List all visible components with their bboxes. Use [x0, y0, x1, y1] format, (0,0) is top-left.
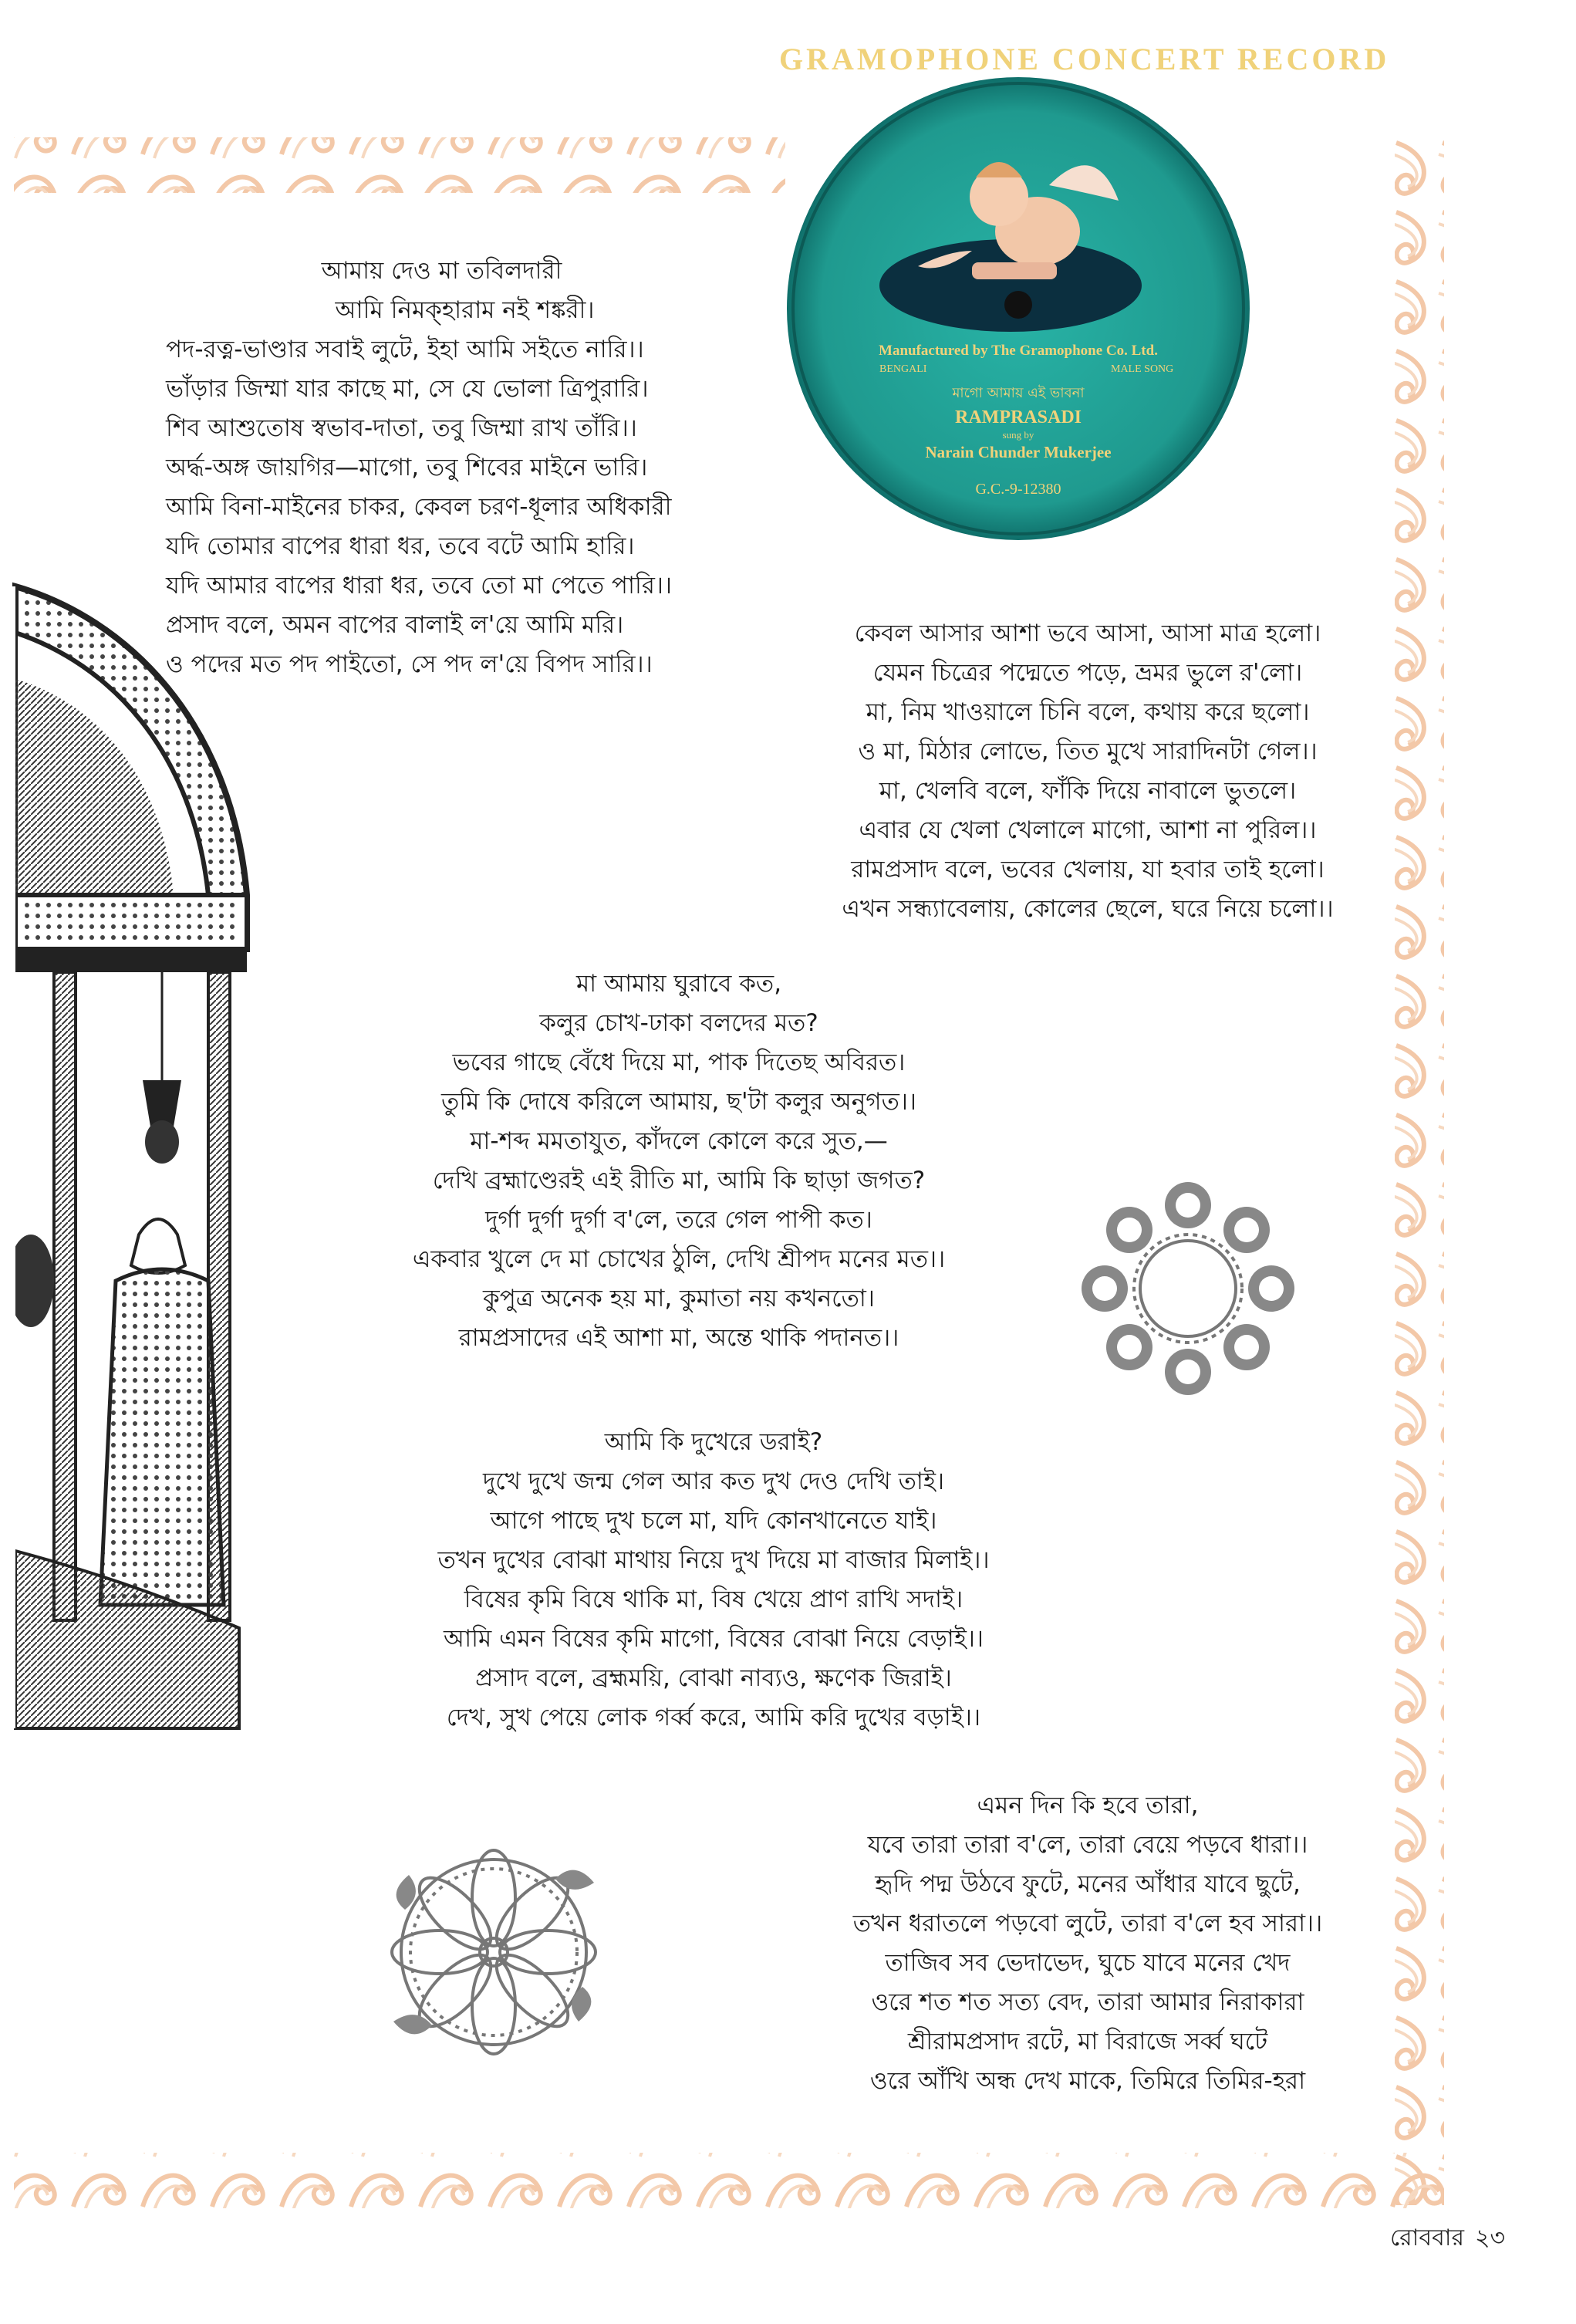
poem-line: এবার যে খেলা খেলালে মাগো, আশা না পুরিল।। — [859, 816, 1317, 844]
poem-line: ভবের গাছে বেঁধে দিয়ে মা, পাক দিতেছ অবিরত। — [452, 1049, 906, 1076]
record-language: BENGALI — [879, 363, 927, 375]
poem-line: যেমন চিত্রের পদ্মেতে পড়ে, ভ্রমর ভুলে র'লো। — [872, 659, 1303, 687]
poem-line: মা-শব্দ মমতাযুত, কাঁদলে কোলে করে সুত,— — [470, 1127, 888, 1155]
poem-line: আমি নিমক্‌হারাম নই শঙ্করী। — [335, 296, 595, 324]
record-catalogue: G.C.-9-12380 — [975, 481, 1061, 498]
record-artist: Narain Chunder Mukerjee — [925, 443, 1112, 461]
magazine-name: রোববার — [1390, 2224, 1464, 2251]
poem-line: কুপুত্র অনেক হয় মা, কুমাতা নয় কখনতো। — [483, 1285, 875, 1312]
poem-line: অর্দ্ধ-অঙ্গ জায়গির—মাগো, তবু শিবের মাইনে ভারি। — [166, 454, 648, 481]
record-arc-text: GRAMOPHONE CONCERT RECORD — [779, 42, 1390, 76]
poem-line: দুখে দুখে জন্ম গেল আর কত দুখ দেও দেখি তাই। — [482, 1468, 945, 1495]
poem-line: আমি বিনা-মাইনের চাকর, কেবল চরণ-ধূলার অধিকারী — [166, 493, 672, 521]
poem-line: পদ-রত্ন-ভাণ্ডার সবাই লুটে, ইহা আমি সইতে নারি।। — [166, 336, 644, 363]
record-manufacturer: Manufactured by The Gramophone Co. Ltd. — [879, 343, 1158, 359]
record-category: MALE SONG — [1111, 363, 1174, 375]
poem-line: রামপ্রসাদের এই আশা মা, অন্তে থাকি পদানত।। — [458, 1324, 899, 1352]
poem-ma-amay-ghurabe-koto — [339, 964, 1018, 1358]
poem-emon-din-ki-hobe-tara — [779, 1786, 1396, 2101]
record-spindle-hole — [1004, 291, 1032, 319]
poem-line: কেবল আসার আশা ভবে আসা, আসা মাত্র হলো। — [854, 620, 1321, 647]
poem-kebol-asar-asha — [798, 614, 1377, 929]
poem-line: যদি আমার বাপের ধারা ধর, তবে তো মা পেতে পারি।। — [166, 572, 673, 600]
poem-line: শ্রীরামপ্রসাদ রটে, মা বিরাজে সর্ব্ব ঘটে — [907, 2028, 1268, 2055]
poem-line: একবার খুলে দে মা চোখের ঠুলি, দেখি শ্রীপদ মনের মত।। — [412, 1245, 946, 1273]
rosette-ornament — [1065, 1165, 1311, 1412]
poem-line: ভাঁড়ার জিম্মা যার কাছে মা, সে যে ভোলা ত্রিপুরারি। — [166, 375, 649, 403]
poem-line: তাজিব সব ভেদাভেদ, ঘুচে যাবে মনের খেদ — [885, 1949, 1291, 1977]
page-number: ২৩ — [1474, 2224, 1505, 2251]
poem-line: দুর্গা দুর্গা দুর্গা ব'লে, তরে গেল পাপী কত। — [485, 1206, 872, 1234]
poem-line: প্রসাদ বলে, অমন বাপের বালাই ল'য়ে আমি মরি। — [166, 611, 624, 639]
record-title: RAMPRASADI — [955, 407, 1082, 427]
record-song-title-bengali: মাগো আমায় এই ভাবনা — [952, 385, 1085, 401]
poem-amay-deo-ma-tobildari — [166, 252, 764, 684]
page-footer — [1379, 2219, 1505, 2258]
poem-line: ও মা, মিঠার লোভে, তিত মুখে সারাদিনটা গেল।। — [858, 738, 1318, 765]
woodcut-illustration — [0, 586, 255, 1728]
poem-line: এমন দিন কি হবে তারা, — [977, 1792, 1199, 1819]
border-top — [14, 137, 785, 193]
border-bottom — [14, 2153, 1444, 2208]
record-sung-by: sung by — [1002, 429, 1034, 441]
poem-line: দেখি ব্রহ্মাণ্ডেরই এই রীতি মা, আমি কি ছাড়া জগত? — [432, 1167, 926, 1194]
poem-line: তুমি কি দোষে করিলে আমায়, ছ'টা কলুর অনুগত।। — [440, 1088, 917, 1116]
poem-line: মা, নিম খাওয়ালে চিনি বলে, কথায় করে ছলো। — [866, 698, 1310, 726]
poem-line: যবে তারা তারা ব'লে, তারা বেয়ে পড়বে ধারা।। — [867, 1831, 1308, 1859]
poem-line: ও পদের মত পদ পাইতো, সে পদ ল'য়ে বিপদ সারি।। — [166, 650, 653, 678]
flower-ornament — [363, 1829, 625, 2083]
poem-line: যদি তোমার বাপের ধারা ধর, তবে বটে আমি হারি। — [166, 532, 635, 560]
poem-line: ওরে আঁখি অন্ধ দেখ মাকে, তিমিরে তিমির-হরা — [869, 2067, 1306, 2095]
poem-line: দেখ, সুখ পেয়ে লোক গর্ব্ব করে, আমি করি দুখের বড়াই।। — [446, 1704, 981, 1731]
poem-line: শিব আশুতোষ স্বভাব-দাতা, তবু জিম্মা রাখ তাঁরি।। — [166, 414, 637, 442]
border-right — [1395, 137, 1444, 2205]
poem-line: মা, খেলবি বলে, ফাঁকি দিয়ে নাবালে ভুতলে। — [879, 777, 1297, 805]
poem-line: আমি এমন বিষের কৃমি মাগো, বিষের বোঝা নিয়ে বেড়াই।। — [443, 1625, 984, 1653]
gramophone-record-label — [779, 42, 1390, 548]
poem-ami-ki-dukhere-dorai — [370, 1423, 1057, 1738]
poem-line: কলুর চোখ-ঢাকা বলদের মত? — [539, 1009, 818, 1037]
poem-line: প্রসাদ বলে, ব্রহ্মময়ি, বোঝা নাব্যও, ক্ষণেক জিরাই। — [475, 1664, 952, 1692]
poem-line: এখন সন্ধ্যাবেলায়, কোলের ছেলে, ঘরে নিয়ে চলো।। — [842, 895, 1334, 923]
poem-line: মা আমায় ঘুরাবে কত, — [575, 970, 782, 998]
poem-line: তখন দুখের বোঝা মাথায় নিয়ে দুখ দিয়ে মা বাজার মিলাই।। — [437, 1546, 990, 1574]
poem-line: তখন ধরাতলে পড়বো লুটে, তারা ব'লে হব সারা।। — [852, 1910, 1323, 1937]
poem-line: রামপ্রসাদ বলে, ভবের খেলায়, যা হবার তাই হলো। — [851, 856, 1325, 883]
poem-line: আগে পাছে দুখ চলে মা, যদি কোনখানেতে যাই। — [490, 1507, 937, 1535]
poem-line: হৃদি পদ্ম উঠবে ফুটে, মনের আঁধার যাবে ছুটে, — [875, 1870, 1301, 1898]
poem-line: আমায় দেও মা তবিলদারী — [321, 257, 562, 285]
poem-line: ওরে শত শত সত্য বেদ, তারা আমার নিরাকারা — [871, 1988, 1304, 2016]
poem-line: বিষের কৃমি বিষে থাকি মা, বিষ খেয়ে প্রাণ রাখি সদাই। — [464, 1586, 963, 1613]
poem-line: আমি কি দুখেরে ডরাই? — [604, 1428, 823, 1456]
